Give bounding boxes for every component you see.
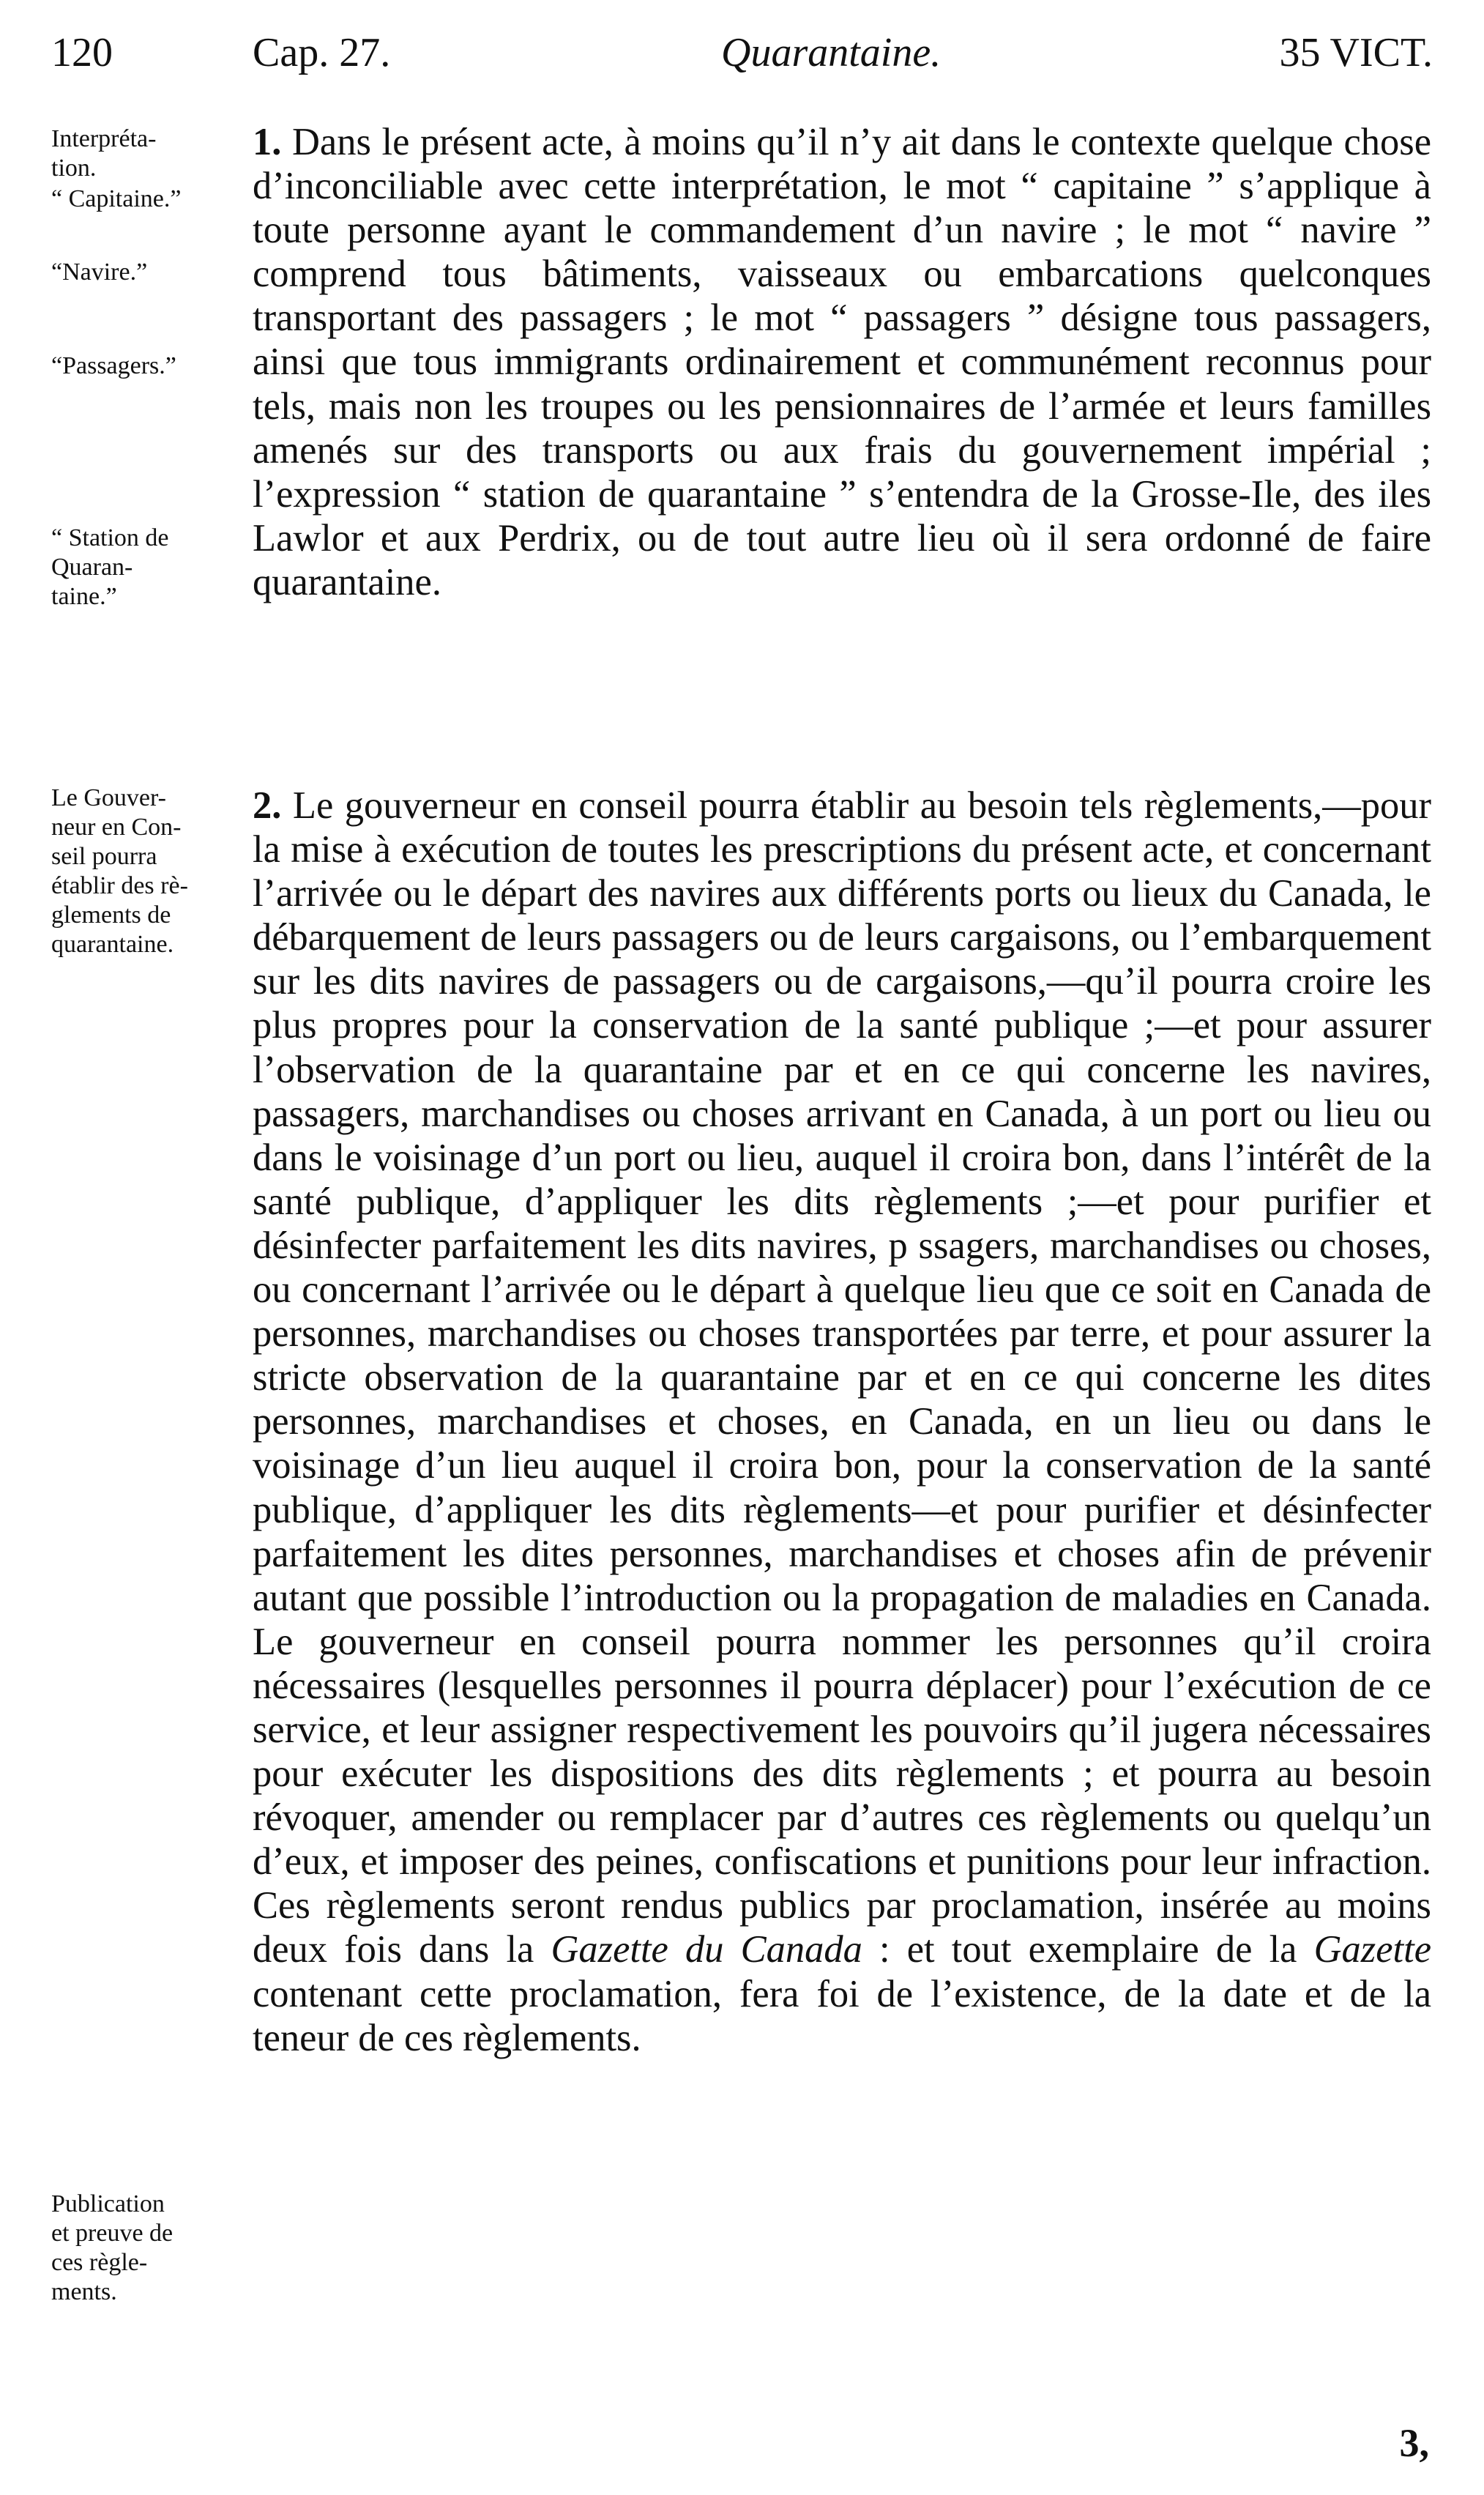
margin-note-text: “Navire.”: [51, 259, 148, 286]
section-1: [253, 120, 1431, 604]
margin-note-text: “ Capitaine.”: [51, 185, 182, 212]
margin-note-text: “ Station de Quaran- taine.”: [51, 524, 169, 610]
running-title: Quarantaine.: [721, 30, 942, 75]
section-1-number: 1.: [253, 121, 282, 163]
section-2-text-b: : et tout exemplaire de la: [862, 1928, 1314, 1971]
margin-note-navire: [51, 258, 245, 287]
section-1-text: Dans le présent acte, à moins qu’il n’y ait dans le contexte quelque chose d’inconciliable avec cette interprétation, le mot “ capitaine ” s’applique à toute personne ayant le commandement d’un navire ; le mot “ navire ” comprend tous bâtiments, vaisseaux ou embarcations quelconques transportant des passagers ; le mot “ passagers ” désigne tous passagers, ainsi que tous immigrants ordinairement et communément reconnus pour tels, mais non les troupes ou les pensionnaires de l’armée et leurs familles amenés sur des transports ou aux frais du gouvernement impérial ; l’expression “ station de quarantaine ” s’entendra de la Grosse-Ile, des iles Lawlor et aux Perdrix, ou de tout autre lieu où il sera ordonné de faire quarantaine.: [253, 121, 1431, 603]
margin-note-text: Le Gouver- neur en Con- seil pourra établir des rè- glements de quarantaine.: [51, 784, 188, 958]
gazette-title-short: Gazette: [1313, 1928, 1431, 1971]
page-number: 120: [51, 30, 113, 75]
gazette-title: Gazette du Canada: [551, 1928, 862, 1971]
margin-note-passagers: [51, 352, 245, 381]
running-header: [51, 29, 1433, 88]
regnal-year: 35 VICT.: [1279, 30, 1433, 75]
section-2: [253, 784, 1431, 2060]
catchword: 3,: [1399, 2421, 1429, 2465]
margin-note-capitaine: [51, 185, 245, 214]
margin-note-text: “Passagers.”: [51, 352, 176, 379]
margin-note-text: Publication et preuve de ces règle- ments.: [51, 2190, 174, 2305]
section-2-text-a: Le gouverneur en conseil pourra établir au besoin tels règlements,—pour la mise à exécution de toutes les prescriptions du présent acte, et concernant l’arrivée ou le départ des navires aux différents ports ou lieux du Canada, le débarquement de leurs passagers ou de leurs cargaisons, ou l’embarquement sur les dits navires de passagers ou de cargaisons,—qu’il pourra croire les plus propres pour la conservation de la santé publique ;—et pour assurer l’observation de la quarantaine par et en ce qui concerne les navires, passagers, marchandises ou choses arrivant en Canada, à un port ou lieu ou dans le voisinage d’un port ou lieu, auquel il croira bon, dans l’intérêt de la santé publique, d’appliquer les dits règlements ;—et pour purifier et désinfecter parfaitement les dits navires, p ssagers, marchandises ou choses, ou concernant l’arrivée ou le départ à quelque lieu que ce soit en Canada de personnes, marchandises ou choses transportées par terre, et pour assurer la stricte observation de la quarantaine par et en ce qui concerne les dites personnes, marchandises et choses, en Canada, en un lieu ou dans le voisinage d’un lieu auquel il croira bon, pour la conservation de la santé publique, d’appliquer les dits règlements—et pour purifier et désinfecter parfaitement les dites personnes, marchandises et choses afin de prévenir autant que possible l’introduction ou la propagation de maladies en Canada. Le gouverneur en conseil pourra nommer les personnes qu’il croira nécessaires (lesquelles personnes il pourra déplacer) pour l’exécution de ce service, et leur assigner respectivement les pouvoirs qu’il jugera nécessaires pour exécuter les dispositions des dits règlements ; et pourra au besoin révoquer, amender ou remplacer par d’autres ces règlements ou quelqu’un d’eux, et imposer des peines, confiscations et punitions pour leur infraction. Ces règlements seront rendus publics par proclamation, insérée au moins deux fois dans la: [253, 784, 1431, 1971]
chapter-label: Cap. 27.: [253, 30, 391, 75]
margin-note-text: Interpréta- tion.: [51, 125, 157, 182]
section-2-number: 2.: [253, 784, 282, 827]
margin-note-publication: [51, 2190, 245, 2307]
margin-note-interpretation: [51, 124, 245, 183]
margin-note-gouverneur: [51, 784, 245, 959]
margin-note-station: [51, 524, 245, 611]
section-2-text-c: contenant cette proclamation, fera foi de l’existence, de la date et de la teneur de ces règlements.: [253, 1972, 1431, 2059]
